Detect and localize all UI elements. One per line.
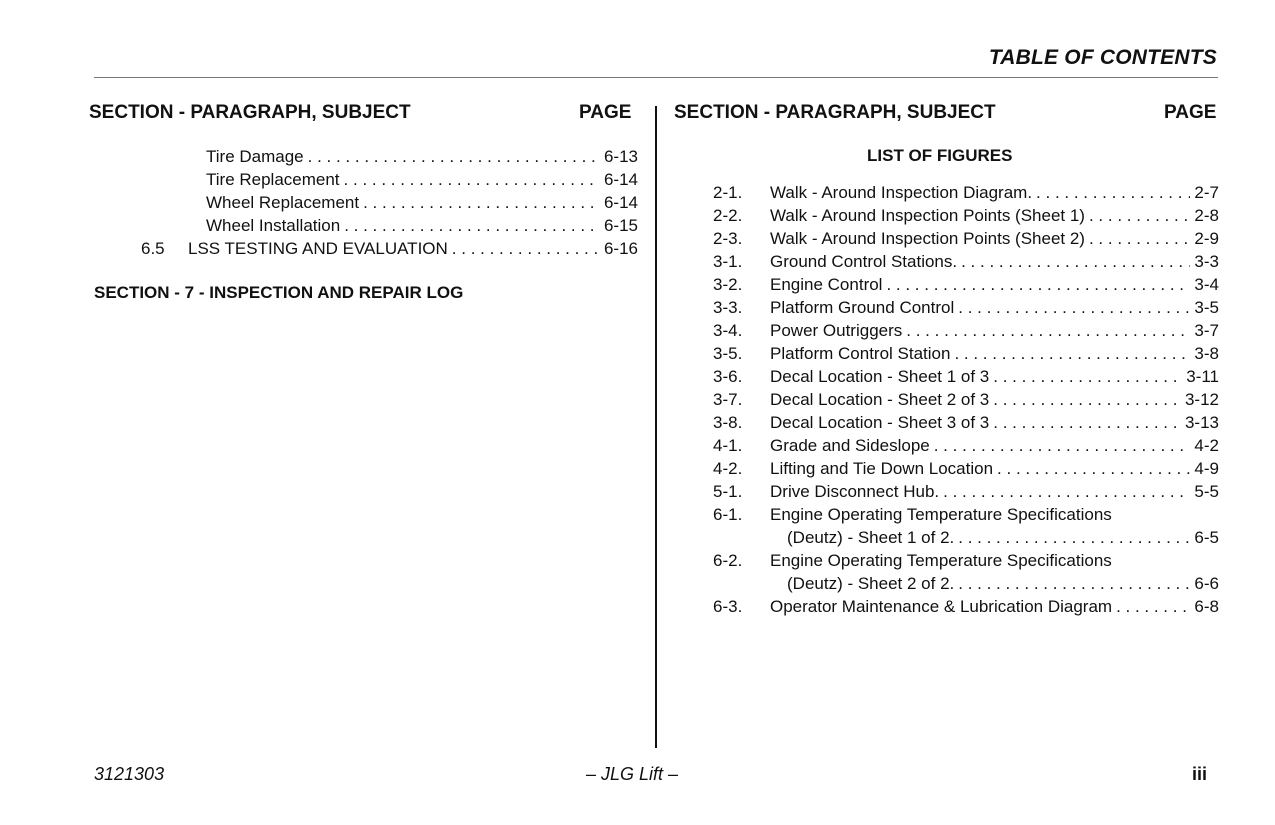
leader-dots: [993, 411, 1181, 434]
leader-dots: [906, 319, 1190, 342]
figure-entry[interactable]: (Deutz) - Sheet 1 of 2. . . . 6-5: [787, 526, 1219, 549]
header-rule: [94, 77, 1218, 78]
left-section-heading: SECTION - PARAGRAPH, SUBJECT: [89, 102, 411, 123]
page-title: TABLE OF CONTENTS: [988, 46, 1217, 69]
figure-number: 4-2.: [713, 459, 743, 478]
figure-number: 3-3.: [713, 298, 743, 317]
figure-number: 5-1.: [713, 482, 743, 501]
leader-dots: [993, 365, 1182, 388]
figure-number: 2-3.: [713, 229, 743, 248]
toc-entry-tire-damage[interactable]: Tire Damage . . . 6-13: [206, 145, 638, 168]
left-page-heading: PAGE: [579, 102, 632, 123]
figure-entry[interactable]: Platform Control Station . . . 3-8: [770, 342, 1219, 365]
leader-dots: [993, 388, 1181, 411]
right-page-heading: PAGE: [1164, 102, 1217, 123]
figure-number: 6-1.: [713, 505, 743, 524]
leader-dots: [886, 273, 1190, 296]
leader-dots: [958, 526, 1190, 549]
figure-number: 3-8.: [713, 413, 743, 432]
figure-entry[interactable]: Decal Location - Sheet 1 of 3 . . . 3-11: [770, 365, 1219, 388]
figure-entry[interactable]: Drive Disconnect Hub. . . . 5-5: [770, 480, 1219, 503]
figure-number: 3-1.: [713, 252, 743, 271]
figure-entry[interactable]: Lifting and Tie Down Location . . . 4-9: [770, 457, 1219, 480]
toc-entry-tire-replacement[interactable]: Tire Replacement . . . 6-14: [206, 168, 638, 191]
figure-number: 6-3.: [713, 597, 743, 616]
figure-number: 6-2.: [713, 551, 743, 570]
leader-dots: [958, 572, 1190, 595]
figure-entry[interactable]: Walk - Around Inspection Diagram. . . . 2-7: [770, 181, 1219, 204]
figure-entry[interactable]: Power Outriggers . . . 3-7: [770, 319, 1219, 342]
figure-entry[interactable]: Decal Location - Sheet 3 of 3 . . . 3-13: [770, 411, 1219, 434]
leader-dots: [1089, 227, 1190, 250]
leader-dots: [961, 250, 1190, 273]
leader-dots: [344, 168, 600, 191]
list-of-figures-title: LIST OF FIGURES: [867, 146, 1013, 165]
leader-dots: [344, 214, 600, 237]
figure-number: 3-4.: [713, 321, 743, 340]
toc-entry-wheel-installation[interactable]: Wheel Installation . . . 6-15: [206, 214, 638, 237]
figure-number: 3-2.: [713, 275, 743, 294]
column-divider: [655, 106, 657, 748]
leader-dots: [958, 296, 1190, 319]
figure-number: 3-5.: [713, 344, 743, 363]
figure-number: 4-1.: [713, 436, 743, 455]
section-7-heading[interactable]: SECTION - 7 - INSPECTION AND REPAIR LOG: [94, 283, 464, 302]
figure-number: 2-1.: [713, 183, 743, 202]
figure-entry[interactable]: Engine Control . . . 3-4: [770, 273, 1219, 296]
figure-entry[interactable]: Ground Control Stations. . . . 3-3: [770, 250, 1219, 273]
figure-number: 3-7.: [713, 390, 743, 409]
leader-dots: [1089, 204, 1190, 227]
figure-number: 3-6.: [713, 367, 743, 386]
figure-entry[interactable]: Grade and Sideslope . . . 4-2: [770, 434, 1219, 457]
figure-entry[interactable]: Operator Maintenance & Lubrication Diagram . . . 6-8: [770, 595, 1219, 618]
figure-entry[interactable]: Platform Ground Control . . . 3-5: [770, 296, 1219, 319]
leader-dots: [1036, 181, 1190, 204]
toc-entry-wheel-replacement[interactable]: Wheel Replacement . . . 6-14: [206, 191, 638, 214]
figure-entry[interactable]: Walk - Around Inspection Points (Sheet 1) . . . 2-8: [770, 204, 1219, 227]
leader-dots: [363, 191, 600, 214]
leader-dots: [934, 434, 1191, 457]
figure-entry[interactable]: Engine Operating Temperature Specifications: [770, 505, 1112, 524]
leader-dots: [943, 480, 1190, 503]
figure-entry[interactable]: Walk - Around Inspection Points (Sheet 2) . . . 2-9: [770, 227, 1219, 250]
leader-dots: [452, 237, 604, 260]
leader-dots: [997, 457, 1190, 480]
toc-entry-lss-testing[interactable]: LSS TESTING AND EVALUATION . . . 6-16: [188, 237, 638, 260]
leader-dots: [1116, 595, 1190, 618]
page-number: iii: [1192, 764, 1208, 784]
toc-entry-number: 6.5: [141, 239, 165, 258]
document-number: 3121303: [94, 764, 165, 784]
figure-entry[interactable]: Decal Location - Sheet 2 of 3 . . . 3-12: [770, 388, 1219, 411]
figure-entry[interactable]: Engine Operating Temperature Specifications: [770, 551, 1112, 570]
figure-entry[interactable]: (Deutz) - Sheet 2 of 2. . . . 6-6: [787, 572, 1219, 595]
figure-number: 2-2.: [713, 206, 743, 225]
leader-dots: [954, 342, 1190, 365]
right-section-heading: SECTION - PARAGRAPH, SUBJECT: [674, 102, 996, 123]
leader-dots: [308, 145, 600, 168]
footer-brand: – JLG Lift –: [586, 764, 679, 784]
